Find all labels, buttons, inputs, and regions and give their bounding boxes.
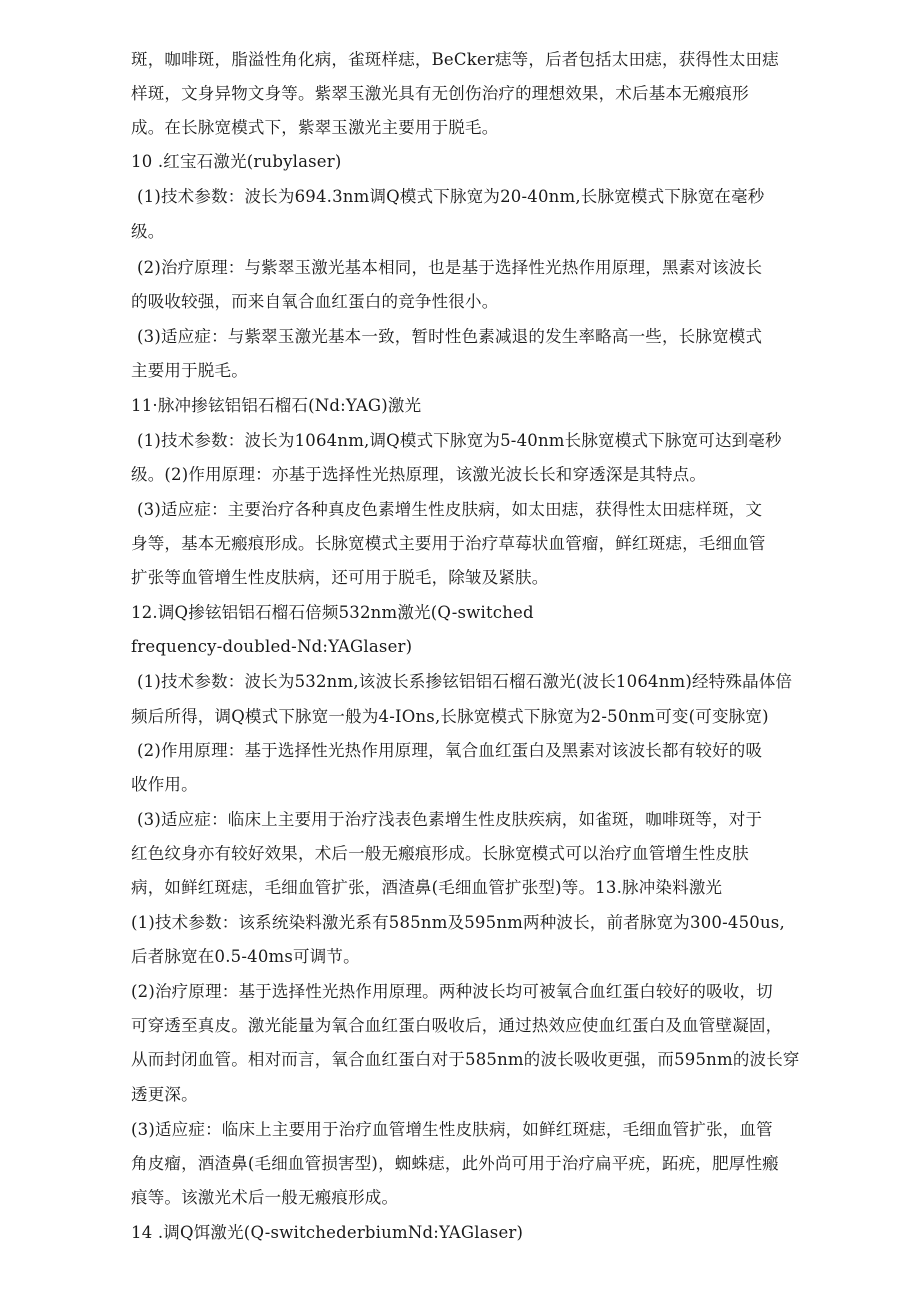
text-line: 频后所得，调Q模式下脉宽一般为4-IOns,长脉宽模式下脉宽为2-50nm可变(可变脉宽)	[131, 707, 769, 726]
text-line: 可穿透至真皮。激光能量为氧合血红蛋白吸收后，通过热效应使血红蛋白及血管壁凝固，	[131, 1016, 783, 1035]
text-line: 主要用于脱毛。	[131, 361, 248, 380]
section-heading: 14 .调Q饵激光(Q-switchederbiumNd:YAGlaser)	[131, 1223, 524, 1242]
section-heading: 12.调Q掺铉铝铝石榴石倍频532nm激光(Q-switched	[131, 603, 534, 622]
text-line: 角皮瘤，酒渣鼻(毛细血管损害型)，蜘蛛痣，此外尚可用于治疗扁平疣，跖疣，肥厚性瘢	[131, 1154, 779, 1173]
text-line: 的吸收较强，而来自氧合血红蛋白的竞争性很小。	[131, 292, 499, 311]
text-line: (2)治疗原理：与紫翠玉激光基本相同，也是基于选择性光热作用原理，黑素对该波长	[137, 258, 763, 277]
text-line: 级。	[131, 222, 165, 241]
text-line: (1)技术参数：波长为694.3nm调Q模式下脉宽为20-40nm,长脉宽模式下脉宽在毫秒	[137, 187, 765, 206]
text-line: (2)治疗原理：基于选择性光热作用原理。两种波长均可被氧合血红蛋白较好的吸收，切	[131, 982, 773, 1001]
text-line: (2)作用原理：基于选择性光热作用原理，氧合血红蛋白及黑素对该波长都有较好的吸	[137, 741, 763, 760]
text-line: (1)技术参数：该系统染料激光系有585nm及595nm两种波长，前者脉宽为300-450us,	[131, 913, 785, 932]
text-line: 成。在长脉宽模式下，紫翠玉激光主要用于脱毛。	[131, 118, 499, 137]
text-line: 级。(2)作用原理：亦基于选择性光热原理，该激光波长长和穿透深是其特点。	[131, 465, 707, 484]
text-line: 身等，基本无瘢痕形成。长脉宽模式主要用于治疗草莓状血管瘤，鲜红斑痣，毛细血管	[131, 534, 766, 553]
section-heading: 10 .红宝石激光(rubylaser)	[131, 152, 342, 171]
section-heading: frequency-doubled-Nd:YAGlaser)	[131, 637, 413, 656]
text-line: 痕等。该激光术后一般无瘢痕形成。	[131, 1188, 399, 1207]
text-line: 扩张等血管增生性皮肤病，还可用于脱毛，除皱及紧肤。	[131, 568, 549, 587]
text-line: 后者脉宽在0.5-40ms可调节。	[131, 947, 360, 966]
text-line: 收作用。	[131, 775, 198, 794]
section-heading: 11·脉冲掺铉铝铝石榴石(Nd:YAG)激光	[131, 396, 422, 415]
text-line: (3)适应症：主要治疗各种真皮色素增生性皮肤病，如太田痣，获得性太田痣样斑，文	[137, 500, 763, 519]
text-line: 病，如鲜红斑痣，毛细血管扩张，酒渣鼻(毛细血管扩张型)等。13.脉冲染料激光	[131, 878, 723, 897]
text-line: 红色纹身亦有较好效果，术后一般无瘢痕形成。长脉宽模式可以治疗血管增生性皮肤	[131, 844, 749, 863]
text-line: 斑，咖啡斑，脂溢性角化病，雀斑样痣，BeCker痣等，后者包括太田痣，获得性太田痣	[131, 50, 779, 69]
text-line: (3)适应症：临床上主要用于治疗浅表色素增生性皮肤疾病，如雀斑，咖啡斑等，对于	[137, 810, 763, 829]
text-line: (3)适应症：与紫翠玉激光基本一致，暂时性色素减退的发生率略高一些，长脉宽模式	[137, 327, 763, 346]
text-line: 从而封闭血管。相对而言，氧合血红蛋白对于585nm的波长吸收更强，而595nm的波长穿	[131, 1050, 800, 1069]
text-line: (1)技术参数：波长为532nm,该波长系掺铉铝铝石榴石激光(波长1064nm)经特殊晶体倍	[137, 672, 793, 691]
text-line: 样斑，文身异物文身等。紫翠玉激光具有无创伤治疗的理想效果，术后基本无瘢痕形	[131, 84, 749, 103]
text-line: (3)适应症：临床上主要用于治疗血管增生性皮肤病，如鲜红斑痣，毛细血管扩张，血管	[131, 1120, 773, 1139]
text-line: 透更深。	[131, 1085, 198, 1104]
text-line: (1)技术参数：波长为1064nm,调Q模式下脉宽为5-40nm长脉宽模式下脉宽可达到毫秒	[137, 431, 782, 450]
